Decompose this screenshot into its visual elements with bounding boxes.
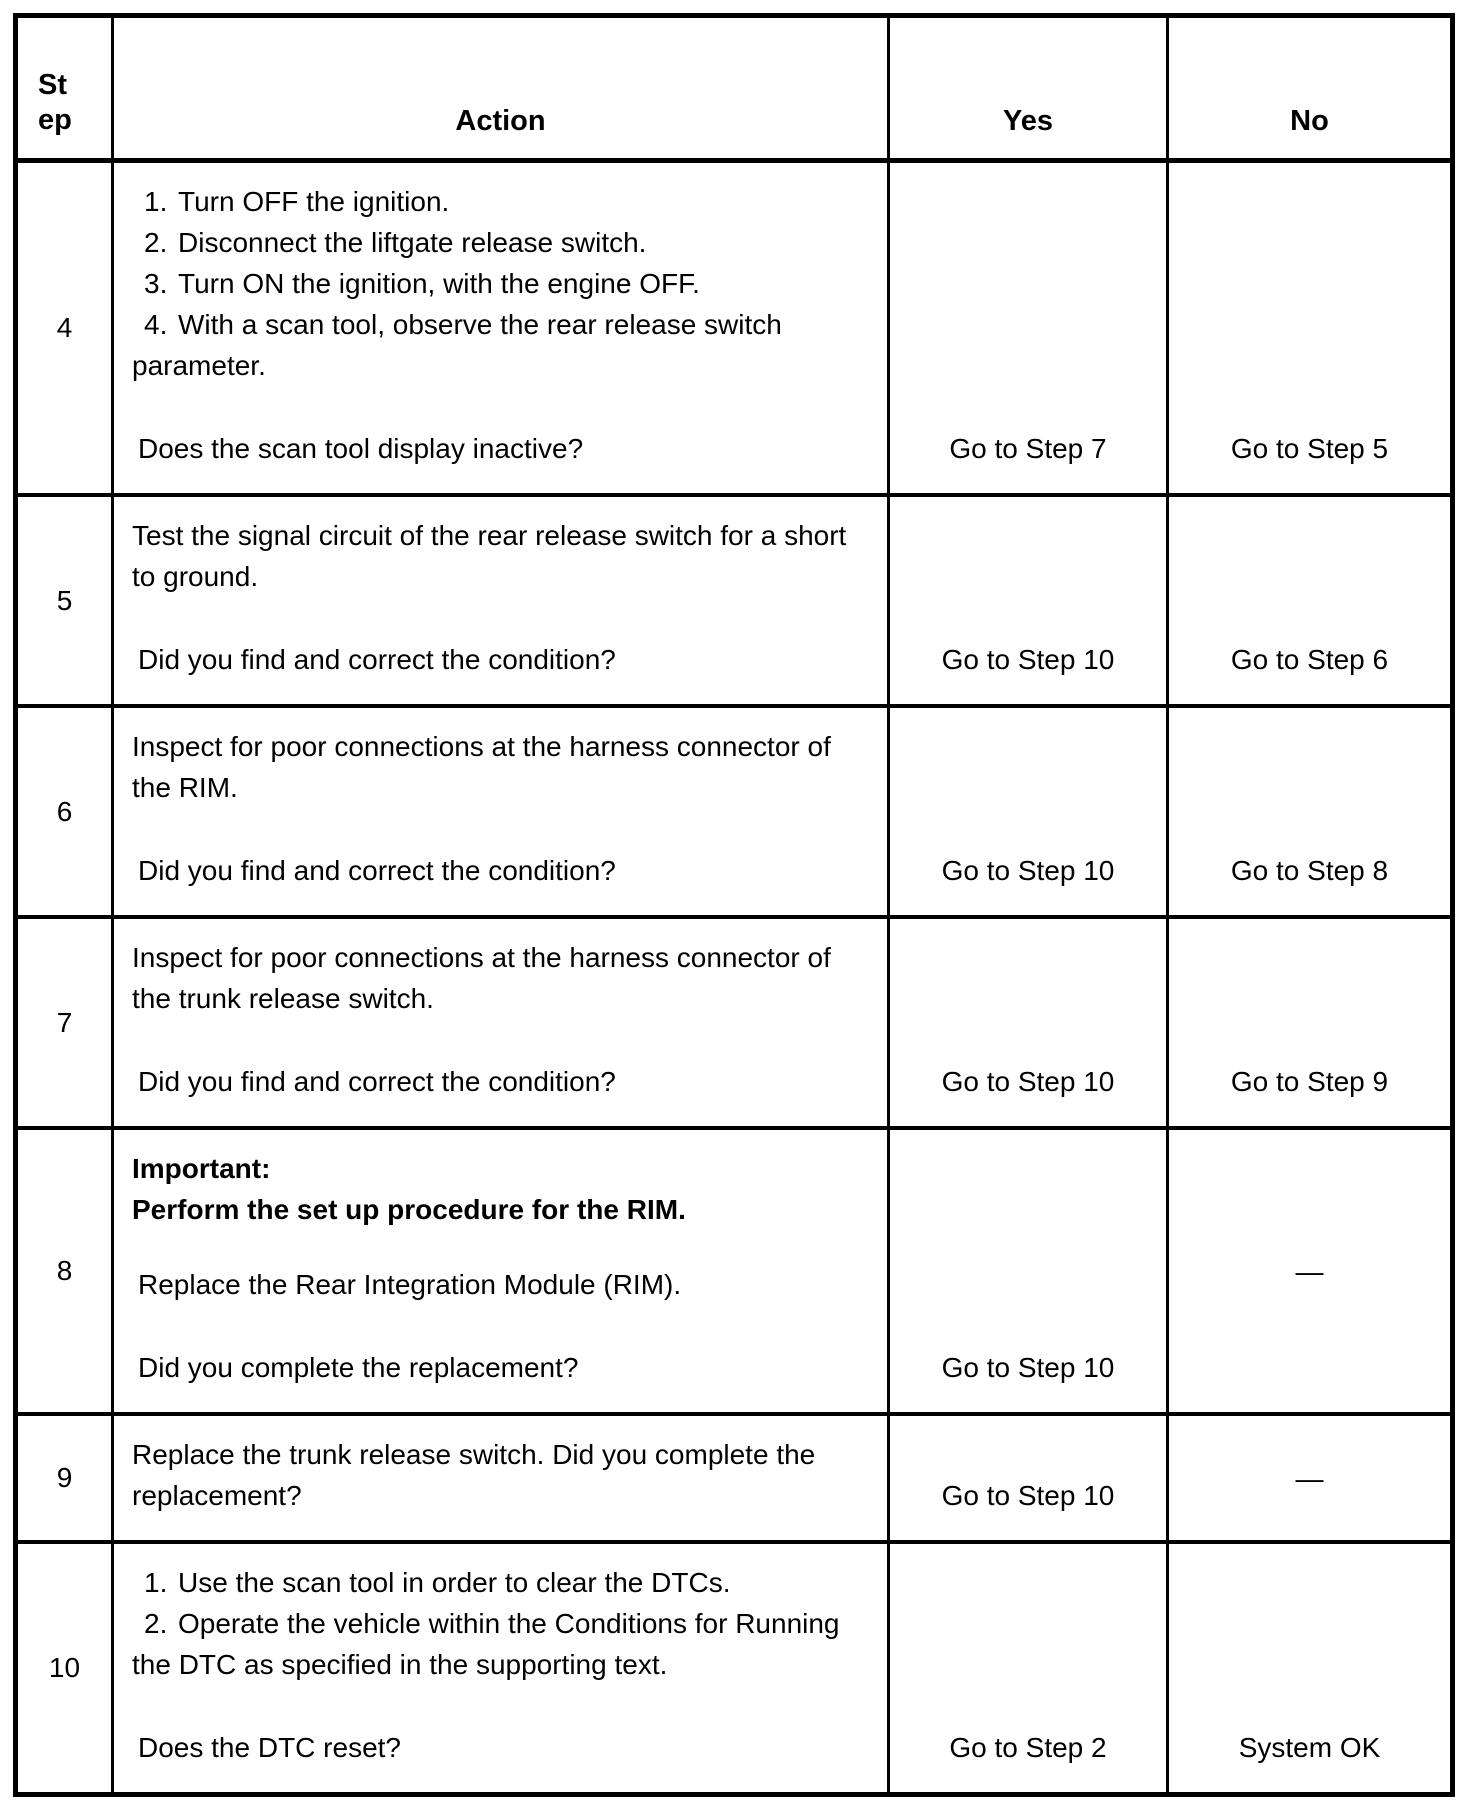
list-number: 4.	[144, 309, 168, 340]
action-question: Does the DTC reset?	[138, 1732, 401, 1763]
step-number-cell: 4	[16, 161, 113, 496]
step-number-cell: 6	[16, 706, 113, 917]
action-cell	[113, 706, 889, 917]
column-header-no: No	[1168, 16, 1453, 161]
list-number: 3.	[144, 268, 168, 299]
action-paragraph: Inspect for poor connections at the harness connector of the trunk release switch.	[132, 942, 831, 1014]
action-question: Did you complete the replacement?	[138, 1352, 579, 1383]
action-paragraph: Replace the Rear Integration Module (RIM).	[138, 1269, 682, 1300]
no-cell: —	[1168, 1128, 1453, 1414]
action-bold-line: Important:	[132, 1153, 271, 1184]
column-header-yes: Yes	[889, 16, 1168, 161]
step-header-line2: ep	[38, 104, 72, 136]
action-list-item: 2. Disconnect the liftgate release switch.	[132, 222, 867, 263]
step-number-cell: 8	[16, 1128, 113, 1414]
action-paragraph: Replace the trunk release switch. Did you complete the replacement?	[132, 1439, 816, 1511]
action-paragraph: Test the signal circuit of the rear release switch for a short to ground.	[132, 520, 847, 592]
no-cell: Go to Step 8	[1168, 706, 1453, 917]
column-header-step	[16, 16, 113, 161]
action-cell	[113, 1542, 889, 1795]
action-cell	[113, 1414, 889, 1542]
action-cell	[113, 1128, 889, 1414]
diagnostic-step-table	[13, 13, 1455, 1797]
yes-cell: Go to Step 2	[889, 1542, 1168, 1795]
list-number: 1.	[144, 186, 168, 217]
yes-cell: Go to Step 10	[889, 706, 1168, 917]
no-cell: Go to Step 9	[1168, 917, 1453, 1128]
table-row	[16, 1128, 1453, 1414]
no-cell: Go to Step 5	[1168, 161, 1453, 496]
yes-cell: Go to Step 7	[889, 161, 1168, 496]
column-header-action: Action	[113, 16, 889, 161]
yes-cell: Go to Step 10	[889, 1414, 1168, 1542]
table-row	[16, 495, 1453, 706]
list-number: 2.	[144, 227, 168, 258]
no-cell: —	[1168, 1414, 1453, 1542]
action-bold-line: Perform the set up procedure for the RIM.	[132, 1194, 686, 1225]
list-number: 1.	[144, 1567, 168, 1598]
action-question: Does the scan tool display inactive?	[138, 433, 584, 464]
step-header-line1: St	[38, 69, 67, 101]
action-list-item: 1. Use the scan tool in order to clear the DTCs.	[132, 1562, 867, 1603]
action-cell	[113, 495, 889, 706]
action-list-item: 4. With a scan tool, observe the rear release switch parameter.	[132, 304, 867, 386]
step-number-cell: 5	[16, 495, 113, 706]
action-paragraph: Inspect for poor connections at the harness connector of the RIM.	[132, 731, 831, 803]
table-row	[16, 706, 1453, 917]
action-list-item: 1. Turn OFF the ignition.	[132, 181, 867, 222]
yes-cell: Go to Step 10	[889, 1128, 1168, 1414]
header-row	[16, 16, 1453, 161]
action-question: Did you find and correct the condition?	[138, 1066, 616, 1097]
table-row	[16, 1542, 1453, 1795]
action-question: Did you find and correct the condition?	[138, 855, 616, 886]
table-row	[16, 161, 1453, 496]
table-body	[16, 161, 1453, 1795]
step-number-cell: 7	[16, 917, 113, 1128]
yes-cell: Go to Step 10	[889, 495, 1168, 706]
list-number: 2.	[144, 1608, 168, 1639]
table-row	[16, 917, 1453, 1128]
no-cell: System OK	[1168, 1542, 1453, 1795]
action-list-item: 3. Turn ON the ignition, with the engine OFF.	[132, 263, 867, 304]
yes-cell: Go to Step 10	[889, 917, 1168, 1128]
action-cell	[113, 161, 889, 496]
action-question: Did you find and correct the condition?	[138, 644, 616, 675]
step-number-cell: 9	[16, 1414, 113, 1542]
action-list-item: 2. Operate the vehicle within the Conditions for Running the DTC as specified in the supporting text.	[132, 1603, 867, 1685]
no-cell: Go to Step 6	[1168, 495, 1453, 706]
step-number-cell: 10	[16, 1542, 113, 1795]
table-row	[16, 1414, 1453, 1542]
action-cell	[113, 917, 889, 1128]
